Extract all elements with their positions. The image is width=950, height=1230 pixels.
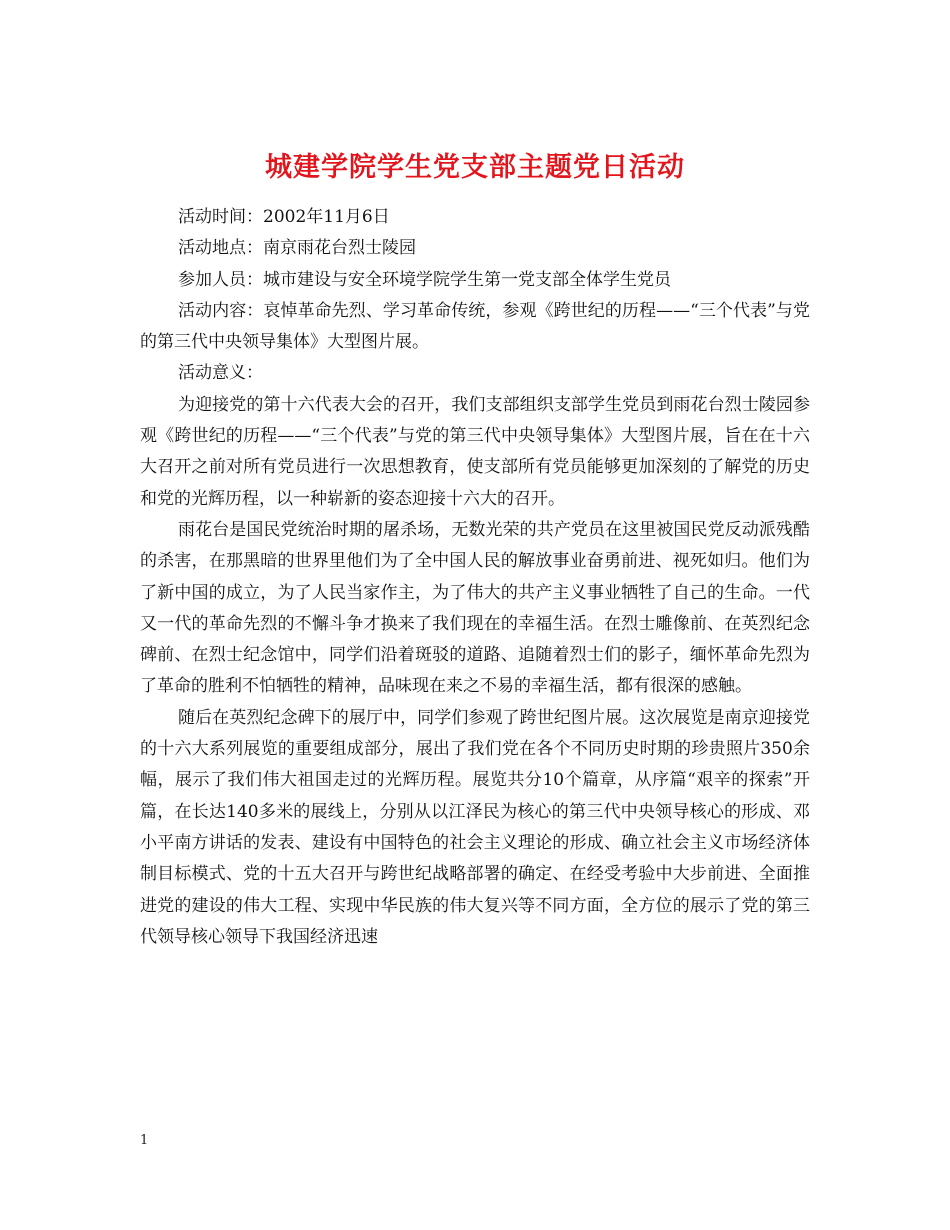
page-number: 1 <box>140 1133 149 1148</box>
document-body <box>140 202 810 953</box>
paragraph-body: 雨花台是国民党统治时期的屠杀场，无数光荣的共产党员在这里被国民党反动派残酷的杀害，在那黑暗的世界里他们为了全中国人民的解放事业奋勇前进、视死如归。他们为了新中国的成立，为了人民当家作主，为了伟大的共产主义事业牺牲了自己的生命。一代又一代的革命先烈的不懈斗争才换来了我们现在的幸福生活。在烈士雕像前、在英烈纪念碑前、在烈士纪念馆中，同学们沿着斑驳的道路、追随着烈士们的影子，缅怀革命先烈为了革命的胜利不怕牺牲的精神，品味现在来之不易的幸福生活，都有很深的感触。 <box>140 519 810 697</box>
paragraph-body: 随后在英烈纪念碑下的展厅中，同学们参观了跨世纪图片展。这次展览是南京迎接党的十六大系列展览的重要组成部分，展出了我们党在各个不同历史时期的珍贵照片350余幅，展示了我们伟大祖国走过的光辉历程。展览共分10个篇章，从序篇“艰辛的探索”开篇，在长达140多米的展线上，分别从以江泽民为核心的第三代中央领导核心的形成、邓小平南方讲话的发表、建设有中国特色的社会主义理论的形成、确立社会主义市场经济体制目标模式、党的十五大召开与跨世纪战略部署的确定、在经受考验中大步前进、全面推进党的建设的伟大工程、实现中华民族的伟大复兴等不同方面，全方位的展示了党的第三代领导核心领导下我国经济迅速 <box>140 707 810 947</box>
paragraph-activity-location: 活动地点：南京雨花台烈士陵园 <box>178 238 416 259</box>
paragraph-body: 为迎接党的第十六代表大会的召开，我们支部组织支部学生党员到雨花台烈士陵园参观《跨世纪的历程——“三个代表”与党的第三代中央领导集体》大型图片展，旨在在十六大召开之前对所有党员进行一次思想教育，使支部所有党员能够更加深刻的了解党的历史和党的光辉历程，以一种崭新的姿态迎接十六大的召开。 <box>140 394 810 509</box>
paragraph-significance-heading: 活动意义： <box>178 363 263 384</box>
paragraph-activity-content: 活动内容：哀悼革命先烈、学习革命传统，参观《跨世纪的历程——“三个代表”与党的第三代中央领导集体》大型图片展。 <box>140 300 810 353</box>
paragraph-participants: 参加人员：城市建设与安全环境学院学生第一党支部全体学生党员 <box>178 269 671 290</box>
document-title: 城建学院学生党支部主题党日活动 <box>265 152 685 184</box>
paragraph-activity-time: 活动时间：2002年11月6日 <box>178 207 390 227</box>
